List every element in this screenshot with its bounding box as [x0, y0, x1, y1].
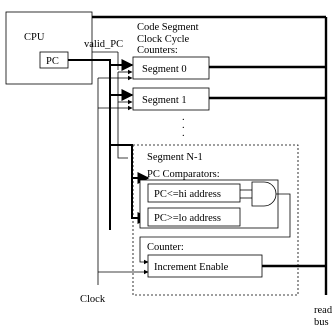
cpu-label: CPU: [24, 32, 45, 43]
valid-to-seg1: [118, 72, 132, 102]
code-segment-title-3: Counters:: [137, 45, 178, 56]
code-segment-title-2: Clock Cycle: [137, 34, 190, 45]
and-gate: [252, 182, 276, 206]
ellipsis-dot-1: .: [182, 112, 185, 123]
pc-bus: [68, 60, 110, 230]
ellipsis-dot-2: .: [182, 120, 185, 131]
clock-label: Clock: [80, 294, 106, 305]
cmp-lo-label: PC>=lo address: [154, 213, 221, 224]
valid-to-segN: [118, 102, 128, 158]
increment-label: Increment Enable: [154, 262, 229, 273]
segment-n-label: Segment N-1: [147, 152, 203, 163]
code-segment-title-1: Code Segment: [137, 22, 199, 33]
pc-label: PC: [46, 56, 59, 67]
cpu-block: [6, 12, 92, 84]
pc-to-segN: [110, 145, 148, 178]
valid-pc-label: valid_PC: [84, 39, 124, 50]
bus-label-1: read: [314, 305, 333, 316]
counter-label: Counter:: [147, 242, 184, 253]
comparators-label: PC Comparators:: [147, 169, 220, 180]
segment-1-label: Segment 1: [142, 95, 187, 106]
ellipsis-dot-3: .: [182, 128, 185, 139]
cmp-hi-label: PC<=hi address: [154, 189, 221, 200]
bus-label-2: bus: [314, 317, 329, 328]
segment-0-label: Segment 0: [142, 64, 187, 75]
